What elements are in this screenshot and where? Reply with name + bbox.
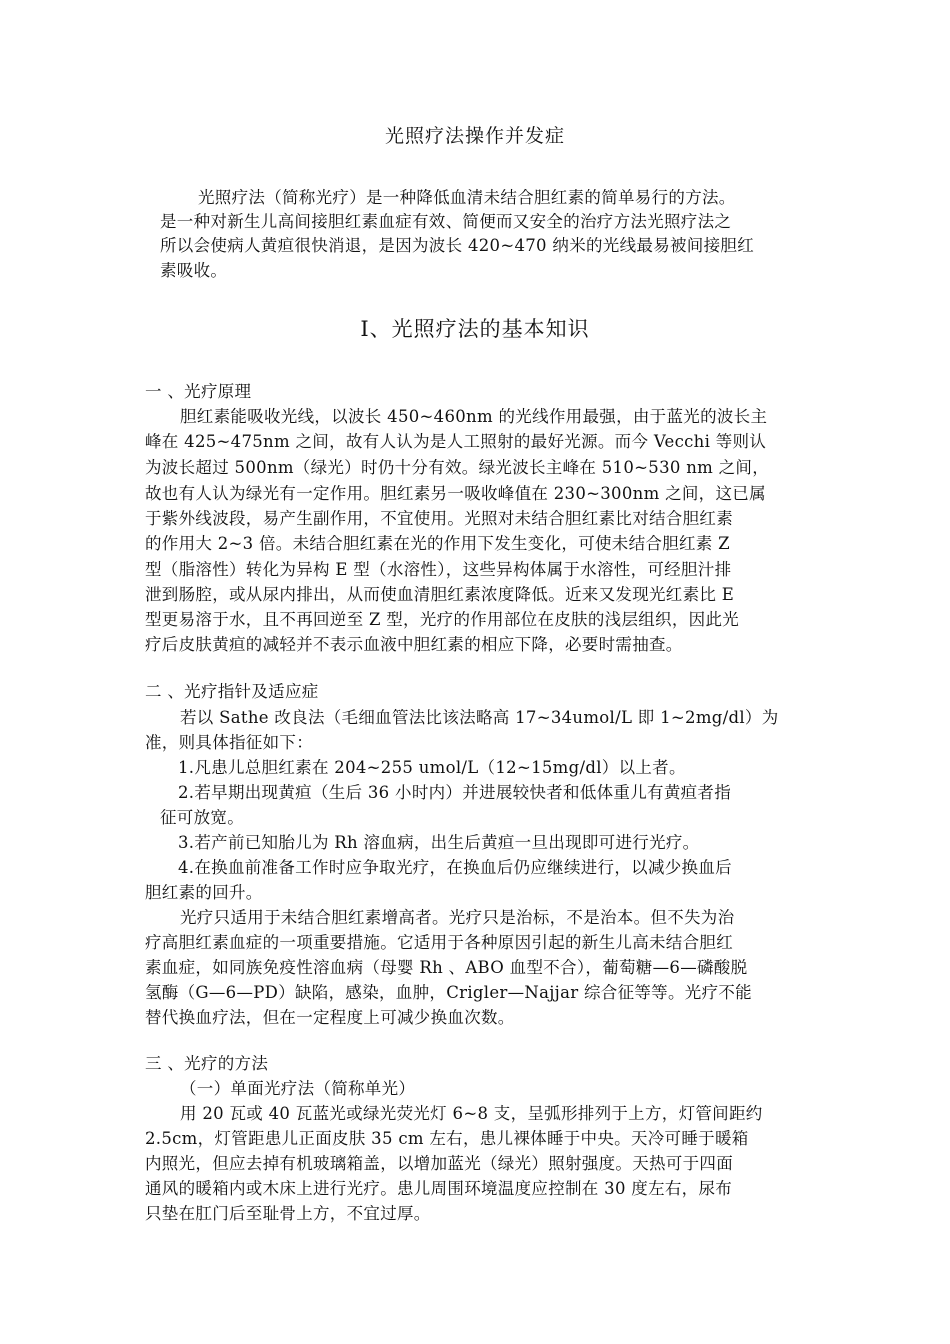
section-heading: Ⅰ、光照疗法的基本知识 xyxy=(360,317,590,341)
list-item: 1.凡患儿总胆红素在 204~255 umol/L（12~15mg/dl）以上者。 xyxy=(178,758,686,777)
paragraph-line: 峰在 425~475nm 之间，故有人认为是人工照射的最好光源。而今 Vecchi 等则认 xyxy=(145,432,767,451)
list-item: 4.在换血前准备工作时应争取光疗，在换血后仍应继续进行，以减少换血后 xyxy=(178,858,732,877)
paragraph-line: 内照光，但应去掉有机玻璃箱盖，以增加蓝光（绿光）照射强度。天热可于四面 xyxy=(145,1154,733,1173)
paragraph-line: 为波长超过 500nm（绿光）时仍十分有效。绿光波长主峰在 510~530 nm 之间， xyxy=(145,458,770,477)
document-title: 光照疗法操作并发症 xyxy=(384,125,565,147)
paragraph-line: 氢酶（G—6—PD）缺陷，感染，血肿，Crigler—Najjar 综合征等等。光疗不能 xyxy=(145,983,752,1002)
list-item: 征可放宽。 xyxy=(160,808,244,827)
paragraph-line: 只垫在肛门后至耻骨上方，不宜过厚。 xyxy=(145,1204,431,1223)
subsection-heading-2: 二 、光疗指针及适应症 xyxy=(145,682,319,701)
paragraph-line: 胆红素能吸收光线，以波长 450~460nm 的光线作用最强，由于蓝光的波长主 xyxy=(180,407,768,426)
paragraph-line: 疗后皮肤黄疸的减轻并不表示血液中胆红素的相应下降，必要时需抽查。 xyxy=(145,635,683,654)
list-item: 2.若早期出现黄疸（生后 36 小时内）并进展较快者和低体重儿有黄疸者指 xyxy=(178,783,732,802)
subsection-heading-3: 三 、光疗的方法 xyxy=(145,1054,269,1073)
intro-line: 光照疗法（简称光疗）是一种降低血清未结合胆红素的简单易行的方法。 xyxy=(198,188,736,207)
list-item: 3.若产前已知胎儿为 Rh 溶血病，出生后黄疸一旦出现即可进行光疗。 xyxy=(178,833,700,852)
paragraph-line: 光疗只适用于未结合胆红素增高者。光疗只是治标，不是治本。但不失为治 xyxy=(180,908,735,927)
paragraph-line: 故也有人认为绿光有一定作用。胆红素另一吸收峰值在 230~300nm 之间，这已属 xyxy=(145,484,766,503)
paragraph-line: 准，则具体指征如下： xyxy=(145,733,313,752)
paragraph-line: 通风的暖箱内或木床上进行光疗。患儿周围环境温度应控制在 30 度左右，尿布 xyxy=(145,1179,733,1198)
paragraph-line: 于紫外线波段，易产生副作用，不宜使用。光照对未结合胆红素比对结合胆红素 xyxy=(145,509,733,528)
subsection-heading-1: 一 、光疗原理 xyxy=(145,382,252,401)
paragraph-line: 泄到肠腔，或从尿内排出，从而使血清胆红素浓度降低。近来又发现光红素比 E xyxy=(145,585,735,604)
list-item: 胆红素的回升。 xyxy=(145,883,263,902)
paragraph-line: 用 20 瓦或 40 瓦蓝光或绿光荧光灯 6~8 支，呈弧形排列于上方，灯管间距约 xyxy=(180,1104,763,1123)
paragraph-line: 的作用大 2~3 倍。未结合胆红素在光的作用下发生变化，可使未结合胆红素 Z xyxy=(145,534,730,553)
intro-line: 所以会使病人黄疸很快消退，是因为波长 420~470 纳米的光线最易被间接胆红 xyxy=(160,236,755,255)
intro-line: 素吸收。 xyxy=(160,261,228,280)
sub-heading: （一）单面光疗法（简称单光） xyxy=(180,1079,416,1098)
intro-line: 是一种对新生儿高间接胆红素血症有效、简便而又安全的治疗方法光照疗法之 xyxy=(160,212,732,231)
paragraph-line: 若以 Sathe 改良法（毛细血管法比该法略高 17~34umol/L 即 1~2mg/dl）为 xyxy=(180,708,779,727)
paragraph-line: 疗高胆红素血症的一项重要措施。它适用于各种原因引起的新生儿高未结合胆红 xyxy=(145,933,733,952)
paragraph-line: 2.5cm，灯管距患儿正面皮肤 35 cm 左右，患儿裸体睡于中央。天冷可睡于暖箱 xyxy=(145,1129,749,1148)
paragraph-line: 替代换血疗法，但在一定程度上可减少换血次数。 xyxy=(145,1008,515,1027)
paragraph-line: 型更易溶于水，且不再回逆至 Z 型，光疗的作用部位在皮肤的浅层组织，因此光 xyxy=(145,610,740,629)
paragraph-line: 型（脂溶性）转化为异构 E 型（水溶性），这些异构体属于水溶性，可经胆汁排 xyxy=(145,560,732,579)
paragraph-line: 素血症，如同族免疫性溶血病（母婴 Rh 、ABO 血型不合），葡萄糖—6—磷酸脱 xyxy=(145,958,748,977)
